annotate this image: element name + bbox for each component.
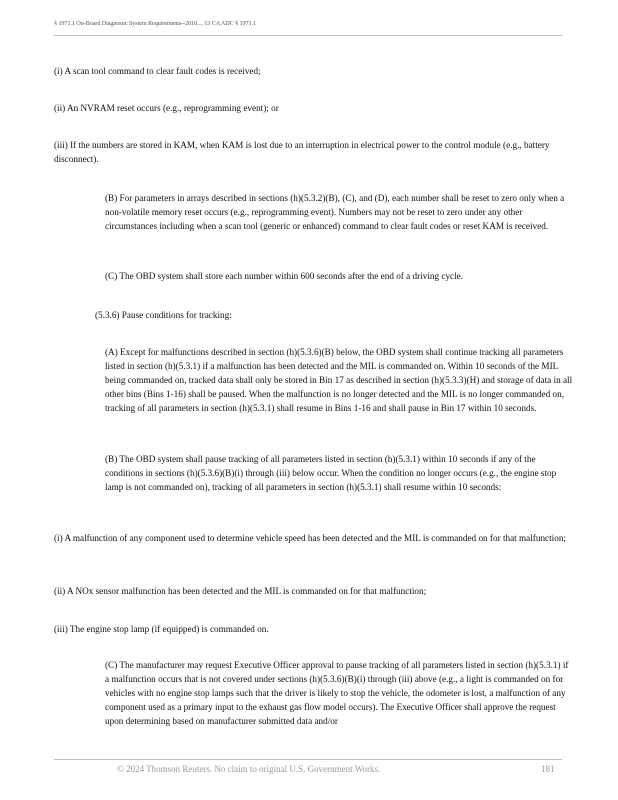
paragraph-continue-tracking: (A) Except for malfunctions described in section (h)(5.3.6)(B) below, the OBD system shall continue tracking all parameters listed in section (h)(5.3.1) if a malfunction has been detected and the MIL is commanded on. Within 10 seconds of the MIL being commanded on, tracked data shall only be stored in Bin 17 as described in section (h)(5.3.3)(H) and storage of data in all other bins (Bins 1-16) shall be paused. When the malfunction is no longer detected and the MIL is no longer commanded on, tracking of all parameters in section (h)(5.3.1) shall resume in Bins 1-16 and shall pause in Bin 17 within 10 seconds.: [105, 347, 573, 413]
paragraph-reset-arrays: (B) For parameters in arrays described in sections (h)(5.3.2)(B), (C), and (D), each number shall be reset to zero only when a non-volatile memory reset occurs (e.g., reprogramming event). Numbers may not be reset to zero under any other circumstances including when a scan tool (generic or enhanced) command to clear fault codes or reset KAM is received.: [105, 193, 565, 231]
paragraph-kam-lost: (iii) If the numbers are stored in KAM, when KAM is lost due to an interruption in electrical power to the control module (e.g., battery disconnect).: [54, 140, 550, 164]
paragraph-engine-stop-lamp: (iii) The engine stop lamp (if equipped) is commanded on.: [54, 624, 269, 634]
header-rule: [54, 35, 562, 36]
paragraph-vehicle-speed-malfunction: (i) A malfunction of any component used to determine vehicle speed has been detected and the MIL is commanded on for that malfunction;: [54, 533, 566, 543]
paragraph-nvram-reset: (ii) An NVRAM reset occurs (e.g., reprogramming event); or: [54, 103, 279, 113]
paragraph-store-600-seconds: (C) The OBD system shall store each number within 600 seconds after the end of a driving cycle.: [105, 271, 464, 281]
running-header: § 1971.1 On-Board Diagnostic System Requirements--2010..., 13 CA ADC § 1971.1: [54, 20, 256, 27]
paragraph-clear-fault-codes: (i) A scan tool command to clear fault codes is received;: [54, 66, 261, 76]
footer-copyright: © 2024 Thomson Reuters. No claim to original U.S. Government Works.: [117, 764, 381, 774]
footer-page-number: 181: [541, 764, 555, 774]
paragraph-executive-officer-approval: (C) The manufacturer may request Executive Officer approval to pause tracking of all parameters listed in section (h)(5.3.1) if a malfunction occurs that is not covered under sections (h)(5.3.6)(B)(i) through (iii) above (e.g., a light is commanded on for vehicles with no engine stop lamps such that the driver is likely to stop the vehicle, the odometer is lost, a malfunction of any component used as a primary input to the exhaust gas flow model occurs). The Executive Officer shall approve the request upon determining based on manufacturer submitted data and/or: [105, 660, 569, 726]
footer-rule: [54, 759, 562, 760]
section-heading-pause-conditions: (5.3.6) Pause conditions for tracking:: [95, 310, 232, 320]
paragraph-pause-tracking: (B) The OBD system shall pause tracking of all parameters listed in section (h)(5.3.1) within 10 seconds if any of the conditions in sections (h)(5.3.6)(B)(i) through (iii) below occur. When the condition no longer occurs (e.g., the engine stop lamp is not commanded on), tracking of all parameters in section (h)(5.3.1) shall resume within 10 seconds:: [105, 454, 557, 492]
paragraph-nox-sensor-malfunction: (ii) A NOx sensor malfunction has been detected and the MIL is commanded on for that malfunction;: [54, 586, 427, 596]
